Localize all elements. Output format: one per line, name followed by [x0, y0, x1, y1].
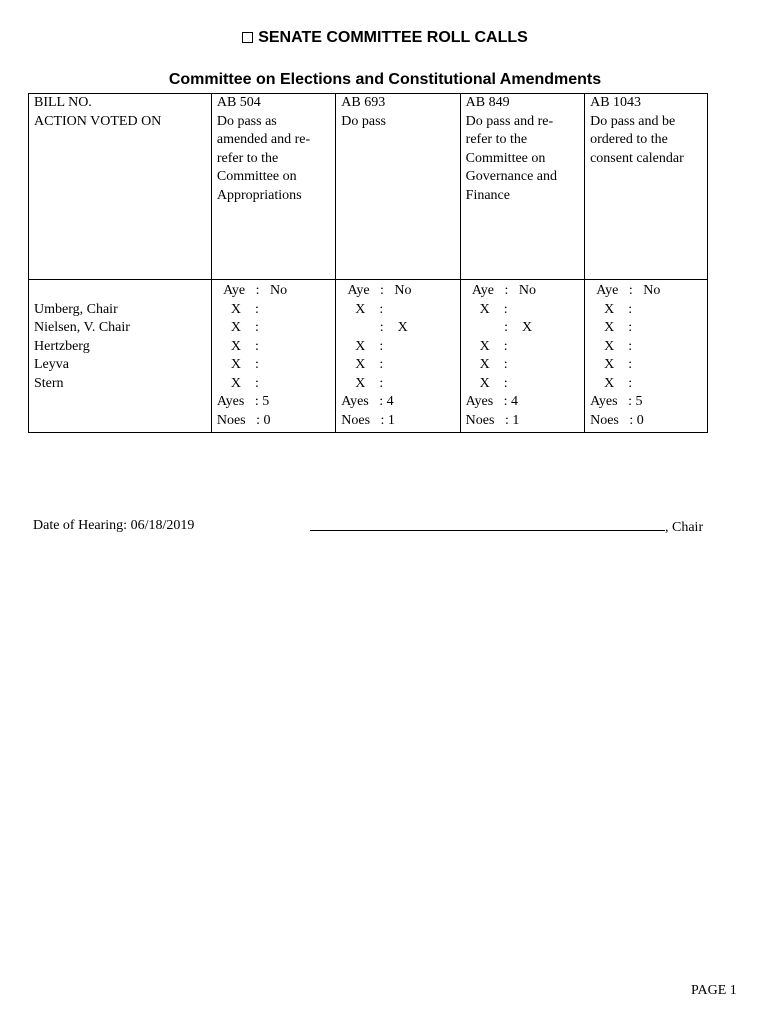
signature-line: [310, 518, 665, 531]
aye-no-header: Aye : No: [211, 280, 335, 301]
member-name: Nielsen, V. Chair: [34, 320, 130, 335]
vote-cell: X :: [335, 338, 459, 357]
member-name: Stern: [34, 375, 64, 391]
vote-cell: X :: [211, 375, 335, 394]
noes-total: Noes : 1: [460, 412, 584, 432]
committee-name: Committee on Elections and Constitutional Amendments: [168, 71, 602, 88]
member-row: [29, 319, 707, 338]
bill-number-label: BILL NO.: [34, 95, 92, 110]
action-label: ACTION VOTED ON: [34, 113, 162, 129]
action-cell: Do pass as amended and re-refer to the Committee on Appropriations: [211, 113, 335, 279]
document-title-text: SENATE COMMITTEE ROLL CALLS: [258, 29, 528, 46]
member-name: Leyva: [34, 357, 69, 372]
bill-number-cell: AB 504: [211, 94, 335, 113]
vote-cell: X :: [584, 356, 707, 375]
vote-cell: X :: [335, 301, 459, 320]
member-row: [29, 301, 707, 320]
vote-cell: X :: [335, 375, 459, 394]
vote-cell: : X: [460, 319, 584, 338]
member-row: [29, 356, 707, 375]
vote-cell: : X: [335, 319, 459, 338]
action-cell: Do pass and re-refer to the Committee on Governance and Finance: [460, 113, 584, 279]
ayes-total: Ayes : 4: [335, 393, 459, 412]
vote-cell: X :: [584, 375, 707, 394]
action-cell: Do pass: [335, 113, 459, 279]
aye-no-header: Aye : No: [460, 280, 584, 301]
vote-cell: X :: [335, 356, 459, 375]
vote-cell: X :: [584, 319, 707, 338]
vote-cell: X :: [211, 356, 335, 375]
ayes-total: Ayes : 4: [460, 393, 584, 412]
ayes-total: Ayes : 5: [584, 393, 707, 412]
action-row: [29, 113, 707, 279]
member-row: [29, 375, 707, 394]
checkbox-icon: [242, 32, 253, 43]
vote-cell: X :: [584, 301, 707, 320]
noes-total: Noes : 0: [584, 412, 707, 432]
aye-no-header: Aye : No: [335, 280, 459, 301]
bill-number-cell: AB 1043: [584, 94, 707, 113]
ayes-row: [29, 393, 707, 412]
date-of-hearing: Date of Hearing: 06/18/2019: [33, 518, 195, 533]
vote-cell: X :: [211, 319, 335, 338]
aye-no-header: Aye : No: [584, 280, 707, 301]
vote-cell: X :: [460, 356, 584, 375]
chair-label: , Chair: [665, 520, 704, 535]
document-title: [0, 29, 770, 47]
vote-header-row: [29, 279, 707, 301]
vote-cell: X :: [460, 301, 584, 320]
member-row: [29, 338, 707, 357]
action-cell: Do pass and be ordered to the consent calendar: [584, 113, 707, 279]
vote-cell: X :: [211, 301, 335, 320]
roll-call-table: [28, 93, 708, 433]
ayes-total: Ayes : 5: [211, 393, 335, 412]
bill-number-cell: AB 693: [335, 94, 459, 113]
noes-row: [29, 412, 707, 432]
bill-number-cell: AB 849: [460, 94, 584, 113]
vote-cell: X :: [584, 338, 707, 357]
chair-signature: [310, 518, 703, 536]
tally-label-cell: [29, 393, 211, 412]
noes-total: Noes : 1: [335, 412, 459, 432]
vote-cell: X :: [211, 338, 335, 357]
member-name: Hertzberg: [34, 338, 90, 354]
member-header-cell: [29, 280, 211, 301]
member-name: Umberg, Chair: [34, 301, 118, 317]
vote-cell: X :: [460, 375, 584, 394]
bill-number-row: [29, 94, 707, 113]
tally-label-cell: [29, 412, 211, 432]
noes-total: Noes : 0: [211, 412, 335, 432]
page-number: PAGE 1: [691, 983, 737, 998]
vote-cell: X :: [460, 338, 584, 357]
